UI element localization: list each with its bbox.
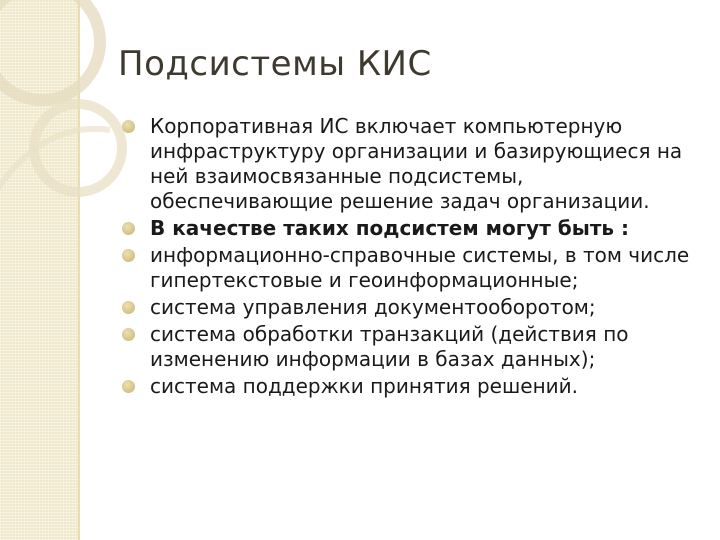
- bullet-text: система обработки транзакций (действия по изменению информации в базах данных);: [150, 322, 629, 371]
- bullet-dot-icon: [122, 120, 135, 133]
- bullet-dot-icon: [122, 328, 135, 341]
- slide-title: Подсистемы КИС: [118, 44, 432, 84]
- decor-circle-large: [0, 0, 100, 100]
- bullet-text: В качестве таких подсистем могут быть :: [150, 216, 630, 240]
- bullet-list: [122, 114, 712, 401]
- bullet-item: [122, 243, 712, 293]
- bullet-dot-icon: [122, 380, 135, 393]
- decor-circle-small: [34, 104, 122, 192]
- bullet-dot-icon: [122, 222, 135, 235]
- bullet-item: [122, 114, 712, 214]
- bullet-dot-icon: [122, 301, 135, 314]
- bullet-item: [122, 295, 712, 320]
- bullet-dot-icon: [122, 249, 135, 262]
- bullet-item: [122, 322, 712, 372]
- bullet-text: система управления документооборотом;: [150, 295, 596, 319]
- bullet-item: [122, 216, 712, 241]
- bullet-text: система поддержки принятия решений.: [150, 374, 579, 398]
- bullet-text: Корпоративная ИС включает компьютерную инфраструктуру организации и базирующиеся на ней взаимосвязанные подсистемы, обеспечивающие решение задач организации.: [150, 114, 683, 213]
- bullet-item: [122, 374, 712, 399]
- bullet-text: информационно-справочные системы, в том числе гипертекстовые и геоинформационные;: [150, 243, 690, 292]
